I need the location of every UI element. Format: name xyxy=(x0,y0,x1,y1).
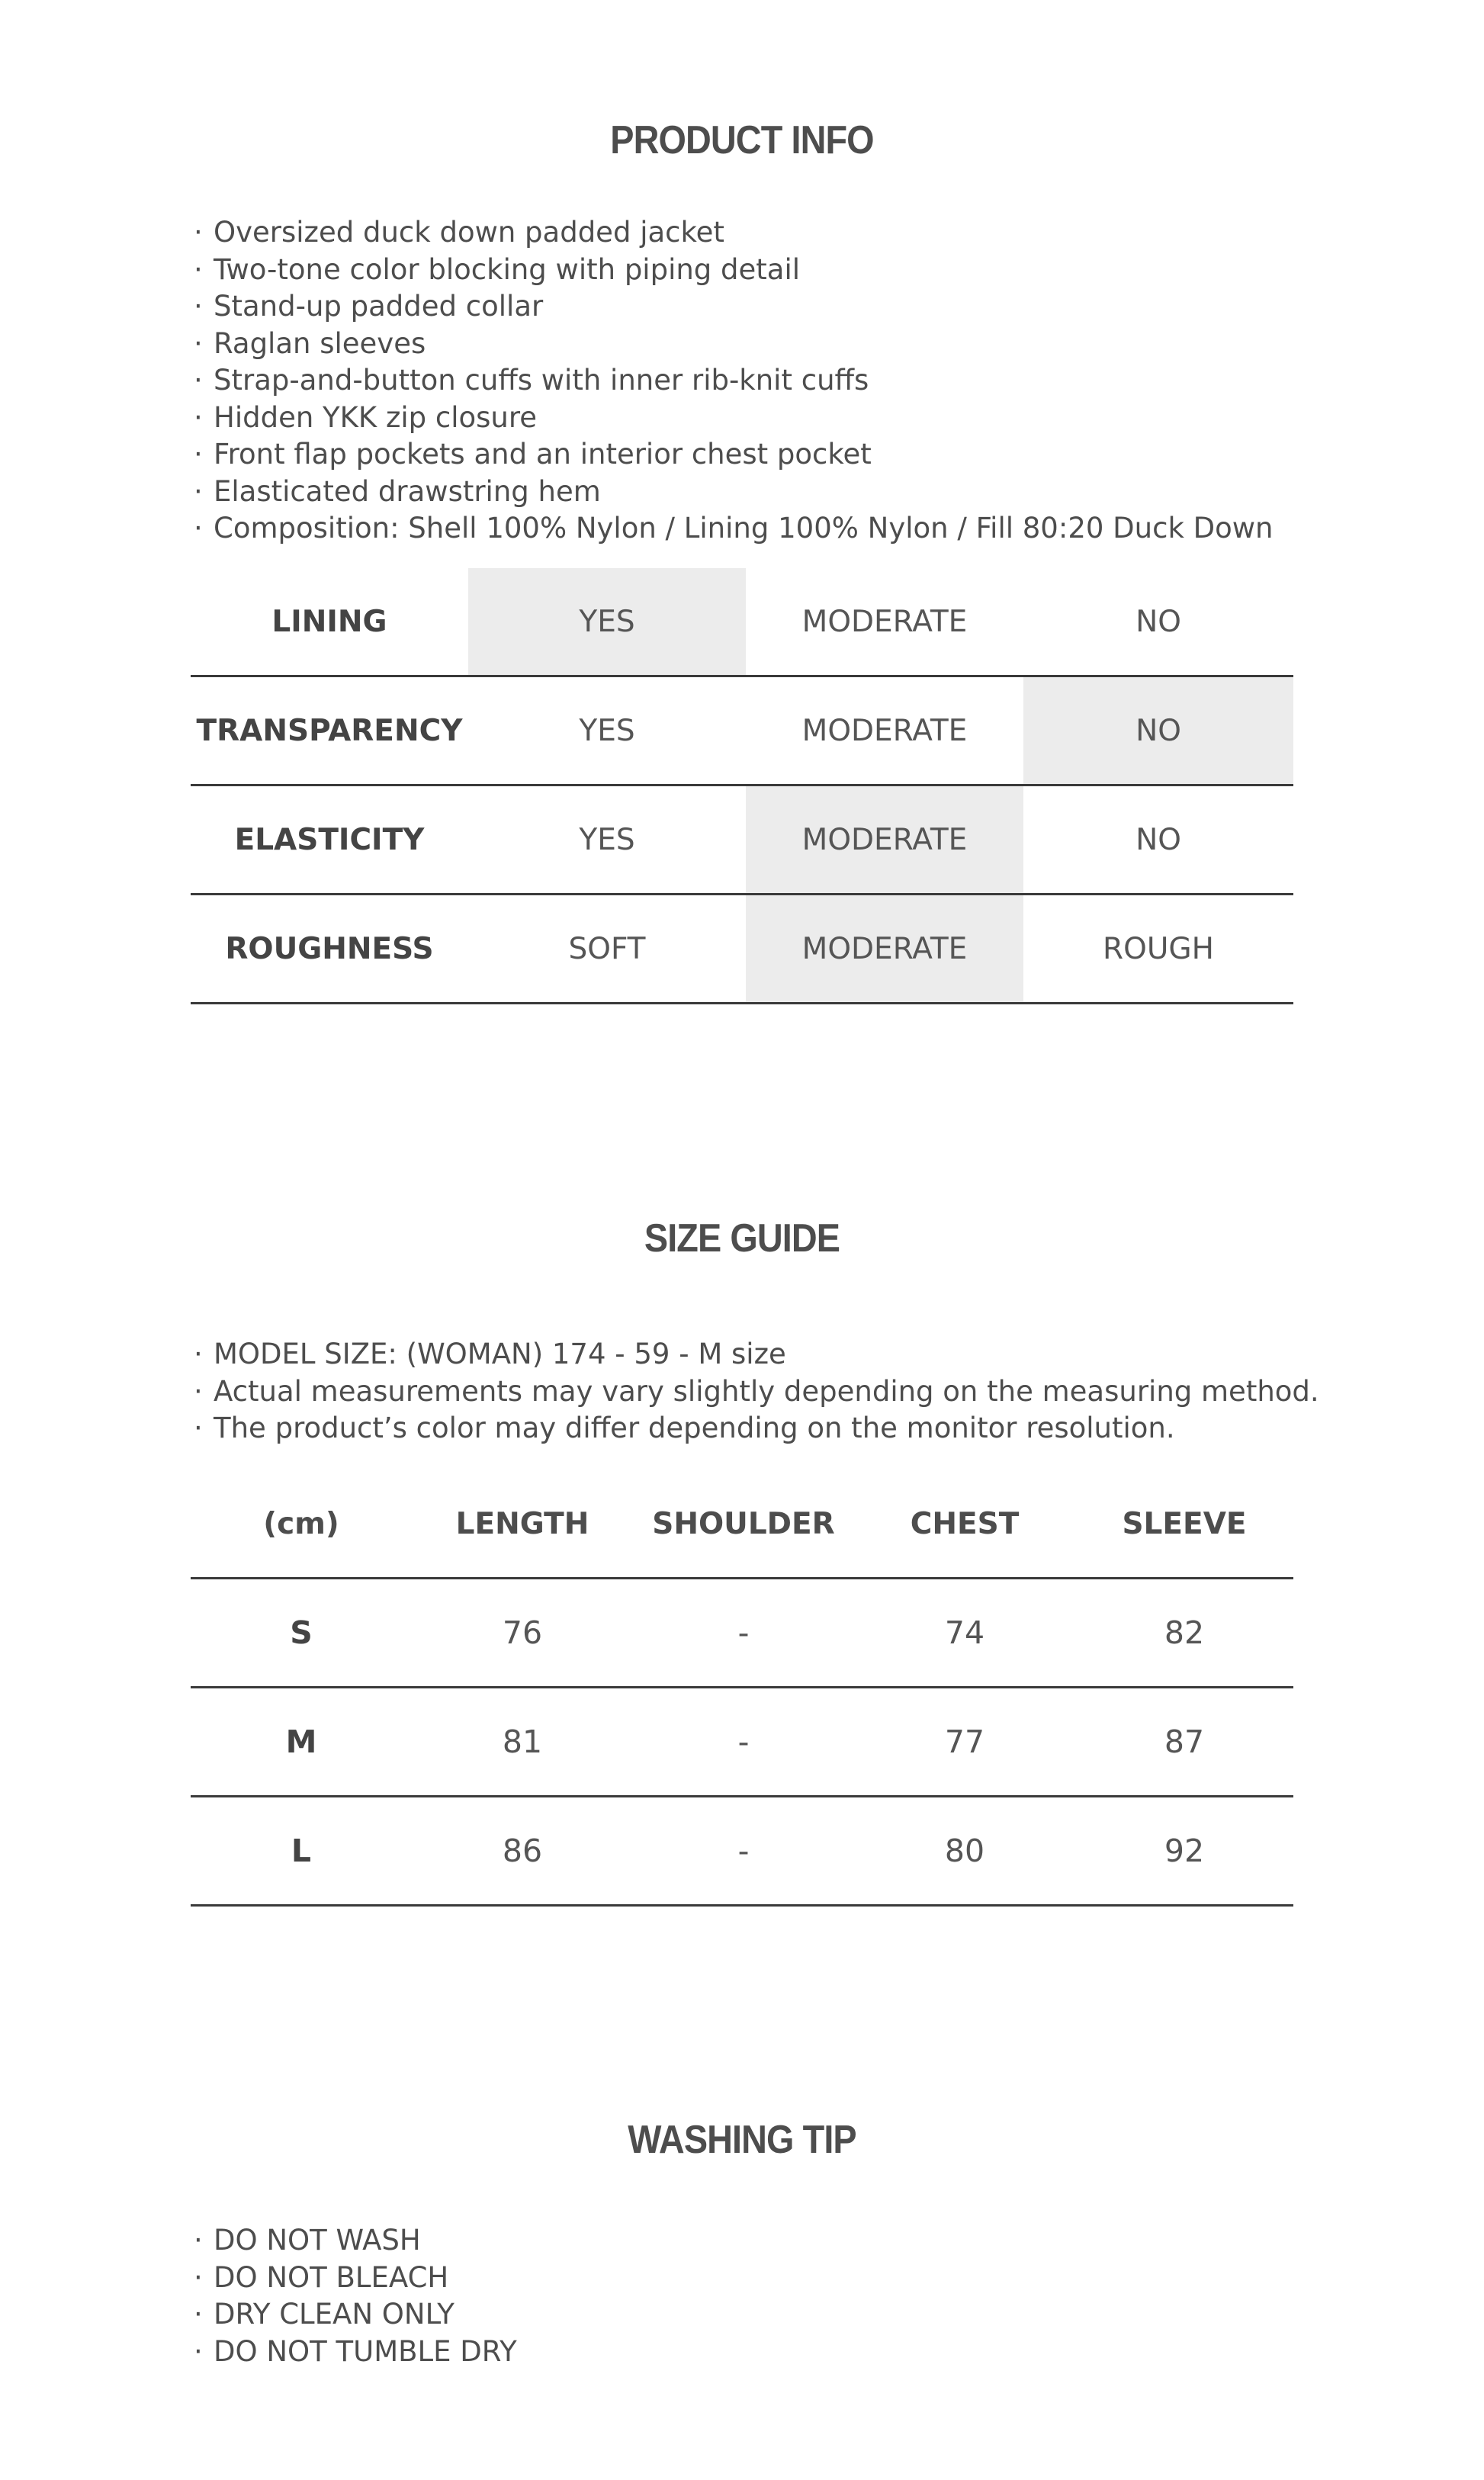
list-item: · Oversized duck down padded jacket xyxy=(194,216,724,249)
list-item: · Hidden YKK zip closure xyxy=(194,400,538,434)
attribute-option: YES xyxy=(468,676,746,785)
attribute-label: TRANSPARENCY xyxy=(191,676,468,785)
column-header: (cm) xyxy=(191,1470,412,1579)
measurement-cell: 92 xyxy=(1075,1797,1293,1906)
table-row xyxy=(191,1688,1293,1797)
column-header: SHOULDER xyxy=(633,1470,854,1579)
attribute-label: LINING xyxy=(191,568,468,676)
list-item: · Strap-and-button cuffs with inner rib-knit cuffs xyxy=(194,364,869,397)
list-item: · Front flap pockets and an interior chest pocket xyxy=(194,438,872,471)
attribute-label: ELASTICITY xyxy=(191,785,468,895)
column-header: SLEEVE xyxy=(1075,1470,1293,1579)
list-item: · DRY CLEAN ONLY xyxy=(194,2298,455,2331)
column-header: CHEST xyxy=(854,1470,1075,1579)
attribute-option-selected: MODERATE xyxy=(746,895,1023,1004)
attribute-option: NO xyxy=(1023,785,1293,895)
size-guide-notes xyxy=(191,1336,1319,1447)
measurement-cell: 80 xyxy=(854,1797,1075,1906)
measurement-cell: 82 xyxy=(1075,1579,1293,1688)
size-label: S xyxy=(191,1579,412,1688)
fabric-attributes-table xyxy=(191,568,1293,1004)
list-item: · MODEL SIZE: (WOMAN) 174 - 59 - M size xyxy=(194,1338,786,1370)
product-info-bullets xyxy=(191,214,1273,548)
attribute-row xyxy=(191,568,1293,676)
list-item: · Elasticated drawstring hem xyxy=(194,474,601,508)
attribute-option-selected: YES xyxy=(468,568,746,676)
attribute-option: MODERATE xyxy=(746,568,1023,676)
size-label: L xyxy=(191,1797,412,1906)
attribute-option-selected: MODERATE xyxy=(746,785,1023,895)
list-item: · DO NOT BLEACH xyxy=(194,2260,449,2294)
measurement-cell: - xyxy=(633,1797,854,1906)
list-item: · DO NOT TUMBLE DRY xyxy=(194,2334,517,2368)
measurement-cell: 81 xyxy=(412,1688,633,1797)
washing-tip-title: WASHING TIP xyxy=(628,2118,856,2162)
table-row xyxy=(191,1797,1293,1906)
attribute-option: SOFT xyxy=(468,895,746,1004)
attribute-option: YES xyxy=(468,785,746,895)
measurement-cell: - xyxy=(633,1579,854,1688)
list-item: · DO NOT WASH xyxy=(194,2224,421,2257)
washing-tip-bullets xyxy=(191,2222,517,2370)
list-item: · Two-tone color blocking with piping detail xyxy=(194,252,801,286)
attribute-option: NO xyxy=(1023,568,1293,676)
measurement-cell: 86 xyxy=(412,1797,633,1906)
list-item: · The product’s color may differ depending on the monitor resolution. xyxy=(194,1412,1175,1444)
size-label: M xyxy=(191,1688,412,1797)
measurement-cell: 77 xyxy=(854,1688,1075,1797)
attribute-row xyxy=(191,895,1293,1004)
attribute-option-selected: NO xyxy=(1023,676,1293,785)
measurement-cell: - xyxy=(633,1688,854,1797)
table-row xyxy=(191,1579,1293,1688)
list-item: · Raglan sleeves xyxy=(194,326,426,360)
attribute-row xyxy=(191,676,1293,785)
measurement-cell: 76 xyxy=(412,1579,633,1688)
product-info-title: PRODUCT INFO xyxy=(610,118,874,162)
measurement-cell: 74 xyxy=(854,1579,1075,1688)
attribute-option: ROUGH xyxy=(1023,895,1293,1004)
attribute-option: MODERATE xyxy=(746,676,1023,785)
attribute-label: ROUGHNESS xyxy=(191,895,468,1004)
attribute-row xyxy=(191,785,1293,895)
measurement-cell: 87 xyxy=(1075,1688,1293,1797)
list-item: · Actual measurements may vary slightly depending on the measuring method. xyxy=(194,1374,1319,1408)
column-header: LENGTH xyxy=(412,1470,633,1579)
size-table-header xyxy=(191,1470,1293,1579)
size-guide-title: SIZE GUIDE xyxy=(644,1216,840,1261)
size-table xyxy=(191,1470,1293,1907)
list-item: · Composition: Shell 100% Nylon / Lining 100% Nylon / Fill 80:20 Duck Down xyxy=(194,512,1274,545)
list-item: · Stand-up padded collar xyxy=(194,290,544,323)
